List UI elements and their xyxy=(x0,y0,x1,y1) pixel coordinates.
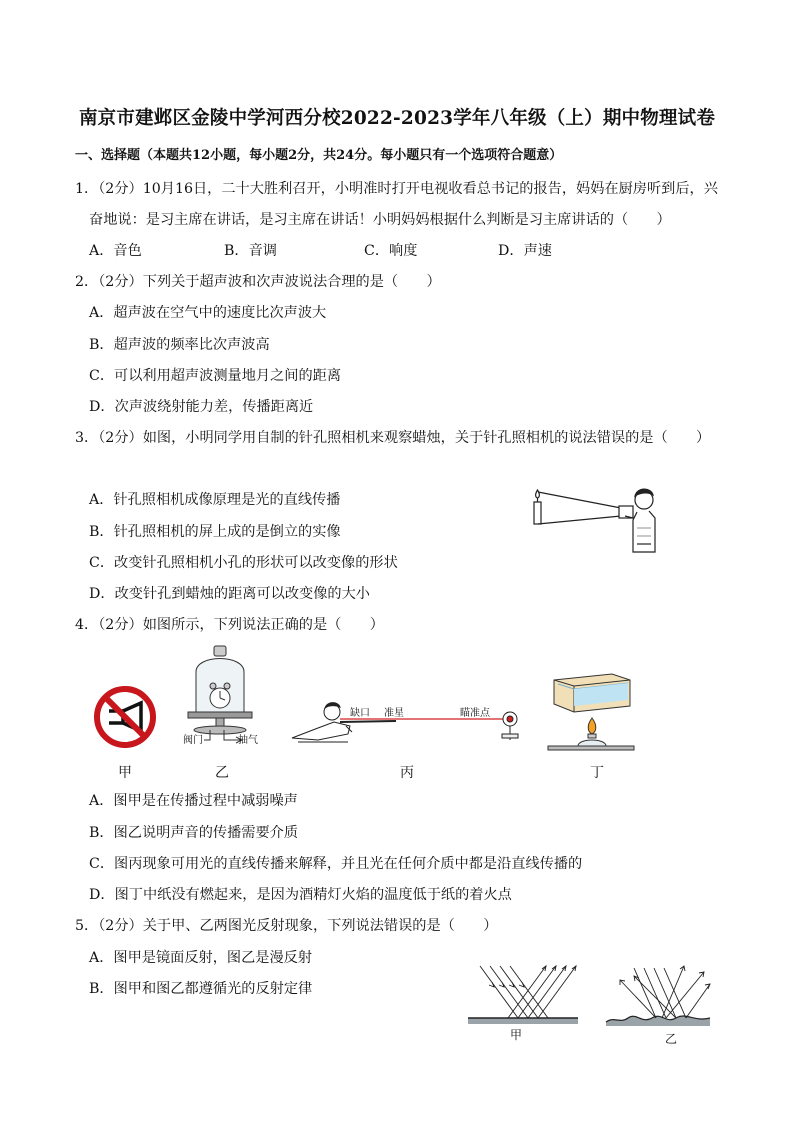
question-5-stem: 5．（2分）关于甲、乙两图光反射现象，下列说法错误的是（ ） xyxy=(75,918,498,934)
valve-label: 阀门 xyxy=(183,735,203,746)
question-4-option-a: A．图甲是在传播过程中减弱噪声 xyxy=(89,793,298,809)
aim-point-label: 瞄准点 xyxy=(460,708,490,719)
question-5-option-b: B．图甲和图乙都遵循光的反射定律 xyxy=(89,981,313,997)
figure-caption-diffuse: 乙 xyxy=(665,1032,678,1046)
question-2-stem: 2．（2分）下列关于超声波和次声波说法合理的是（ ） xyxy=(75,274,441,290)
notch-label: 缺口 xyxy=(350,708,370,719)
question-4-option-d: D．图丁中纸没有燃起来，是因为酒精灯火焰的温度低于纸的着火点 xyxy=(89,887,512,903)
question-1-stem-line2: 奋地说：是习主席在讲话，是习主席在讲话！小明妈妈根据什么判断是习主席讲话的（ ） xyxy=(89,212,671,228)
pinhole-camera-figure xyxy=(525,482,665,554)
figure-caption-yi: 乙 xyxy=(215,765,229,781)
question-4-option-c: C．图丙现象可用光的直线传播来解释，并且光在任何介质中都是沿直线传播的 xyxy=(89,856,583,872)
no-horn-sign-icon xyxy=(93,685,157,749)
question-2-option-b: B．超声波的频率比次声波高 xyxy=(89,337,270,353)
paper-box-boiling-figure xyxy=(548,670,638,752)
question-2-option-a: A．超声波在空气中的速度比次声波大 xyxy=(89,305,327,321)
question-2-option-c: C．可以利用超声波测量地月之间的距离 xyxy=(89,368,342,384)
question-2-option-d: D．次声波绕射能力差，传播距离近 xyxy=(89,399,314,415)
question-1-option-c: C．响度 xyxy=(364,243,418,259)
specular-reflection-figure xyxy=(466,960,580,1028)
question-3-option-b: B．针孔照相机的屏上成的是倒立的实像 xyxy=(89,524,341,540)
figure-caption-bing: 丙 xyxy=(400,765,414,781)
question-3-stem: 3．（2分）如图，小明同学用自制的针孔照相机来观察蜡烛，关于针孔照相机的说法错误的是（ ） xyxy=(75,430,711,446)
question-4-option-b: B．图乙说明声音的传播需要介质 xyxy=(89,825,299,841)
question-1-stem-line1: 1．（2分）10月16日，二十大胜利召开，小明准时打开电视收看总书记的报告，妈妈在厨房听到后，兴 xyxy=(75,181,718,197)
figure-caption-ding: 丁 xyxy=(590,765,604,781)
question-4-stem: 4．（2分）如图所示，下列说法正确的是（ ） xyxy=(75,617,384,633)
figure-caption-specular: 甲 xyxy=(510,1028,523,1042)
front-sight-label: 准星 xyxy=(384,708,404,719)
pump-label: 抽气 xyxy=(238,735,258,746)
page-title: 南京市建邺区金陵中学河西分校2022-2023学年八年级（上）期中物理试卷 xyxy=(78,108,716,129)
question-1-option-a: A．音色 xyxy=(89,243,142,259)
question-3-option-a: A．针孔照相机成像原理是光的直线传播 xyxy=(89,492,341,508)
shooter-aiming-figure xyxy=(288,698,528,746)
section-heading: 一、选择题（本题共12小题，每小题2分，共24分。每小题只有一个选项符合题意） xyxy=(75,148,563,163)
diffuse-reflection-figure xyxy=(604,962,714,1030)
figure-caption-jia: 甲 xyxy=(118,765,132,781)
question-3-option-c: C．改变针孔照相机小孔的形状可以改变像的形状 xyxy=(89,555,398,571)
question-5-option-a: A．图甲是镜面反射，图乙是漫反射 xyxy=(89,950,313,966)
question-1-option-d: D．声速 xyxy=(498,243,552,259)
question-3-option-d: D．改变针孔到蜡烛的距离可以改变像的大小 xyxy=(89,586,370,602)
question-1-option-b: B．音调 xyxy=(224,243,277,259)
